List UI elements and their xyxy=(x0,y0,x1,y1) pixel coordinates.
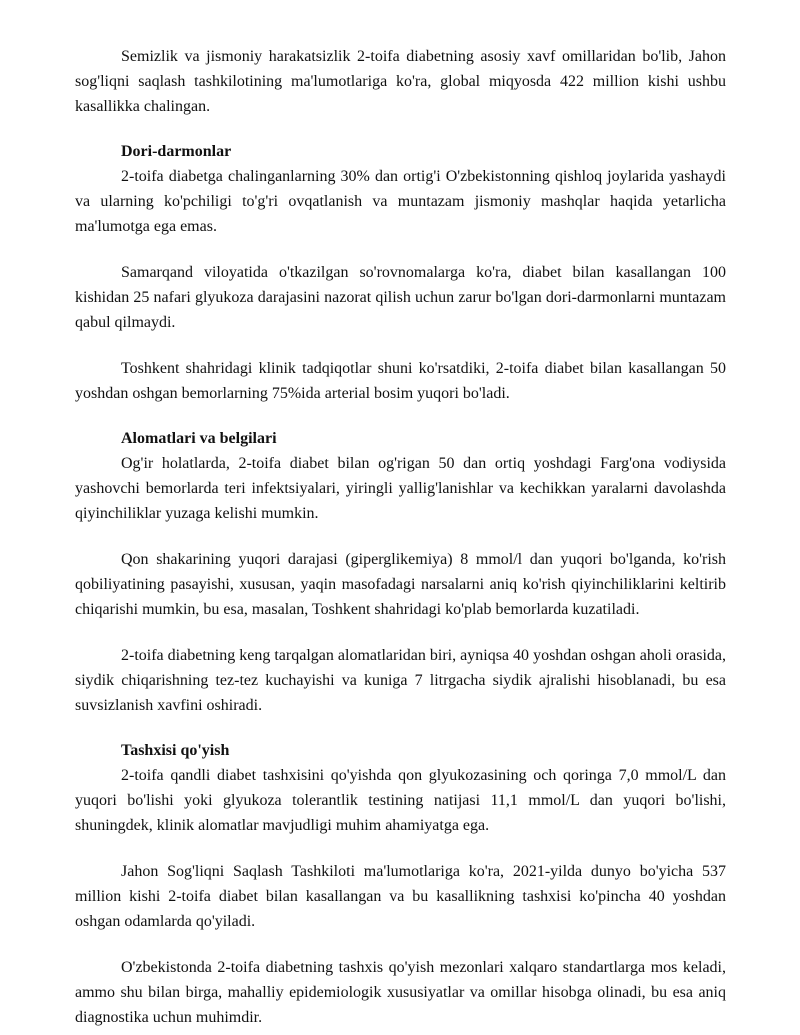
paragraph-rural-prevalence: 2-toifa diabetga chalinganlarning 30% dan ortig'i O'zbekistonning qishloq joylarida yashaydi va ularning ko'pchiligi to'g'ri ovqatlanish va muntazam jismoniy mashqlar haqida yetarlicha ma'lumotga ega emas. xyxy=(75,168,726,235)
paragraph-uzbekistan-criteria: O'zbekistonda 2-toifa diabetning tashxis qo'yish mezonlari xalqaro standartlarga mos keladi, ammo shu bilan birga, mahalliy epidemiologik xususiyatlar va omillar hisobga olinadi, bu esa aniq diagnostika uchun muhimdir. xyxy=(75,959,726,1026)
paragraph-risk-factors: Semizlik va jismoniy harakatsizlik 2-toifa diabetning asosiy xavf omillaridan bo'lib, Jahon sog'liqni saqlash tashkilotining ma'lumotlariga ko'ra, global miqyosda 422 million kishi ushbu kasallikka chalingan. xyxy=(75,48,726,115)
heading-medications: Dori-darmonlar xyxy=(121,143,232,160)
paragraph-hyperglycemia: Qon shakarining yuqori darajasi (giperglikemiya) 8 mmol/l dan yuqori bo'lganda, ko'rish qobiliyatining pasayishi, xususan, yaqin masofadagi narsalarni aniq ko'rish qiyinchiliklarini keltirib chiqarishi mumkin, bu esa, masalan, Toshkent shahridagi ko'plab bemorlarda kuzatiladi. xyxy=(75,551,726,618)
heading-diagnosis: Tashxisi qo'yish xyxy=(121,742,230,759)
paragraph-tashkent-study: Toshkent shahridagi klinik tadqiqotlar shuni ko'rsatdiki, 2-toifa diabet bilan kasallangan 50 yoshdan oshgan bemorlarning 75%ida arterial bosim yuqori bo'ladi. xyxy=(75,360,726,402)
document-page xyxy=(75,44,726,1030)
heading-symptoms: Alomatlari va belgilari xyxy=(121,430,277,447)
paragraph-who-statistics: Jahon Sog'liqni Saqlash Tashkiloti ma'lumotlariga ko'ra, 2021-yilda dunyo bo'yicha 537 million kishi 2-toifa diabet bilan kasallangan va bu kasallikning tashxisi ko'pincha 40 yoshdan oshgan odamlarda qo'yiladi. xyxy=(75,863,726,930)
paragraph-diagnosis-criteria: 2-toifa qandli diabet tashxisini qo'yishda qon glyukozasining och qoringa 7,0 mmol/L dan yuqori bo'lishi yoki glyukoza tolerantlik testining natijasi 11,1 mmol/L dan yuqori bo'lishi, shuningdek, klinik alomatlar mavjudligi muhim ahamiyatga ega. xyxy=(75,767,726,834)
paragraph-urination: 2-toifa diabetning keng tarqalgan alomatlaridan biri, ayniqsa 40 yoshdan oshgan aholi orasida, siydik chiqarishning tez-tez kuchayishi va kuniga 7 litrgacha siydik ajralishi hisoblanadi, bu esa suvsizlanish xavfini oshiradi. xyxy=(75,647,726,714)
paragraph-severe-cases: Og'ir holatlarda, 2-toifa diabet bilan og'rigan 50 dan ortiq yoshdagi Farg'ona vodiysida yashovchi bemorlarda teri infektsiyalari, yiringli yallig'lanishlar va kechikkan yaralarni davolashda qiyinchiliklar yuzaga kelishi mumkin. xyxy=(75,455,726,522)
paragraph-samarkand-survey: Samarqand viloyatida o'tkazilgan so'rovnomalarga ko'ra, diabet bilan kasallangan 100 kishidan 25 nafari glyukoza darajasini nazorat qilish uchun zarur bo'lgan dori-darmonlarni muntazam qabul qilmaydi. xyxy=(75,264,726,331)
